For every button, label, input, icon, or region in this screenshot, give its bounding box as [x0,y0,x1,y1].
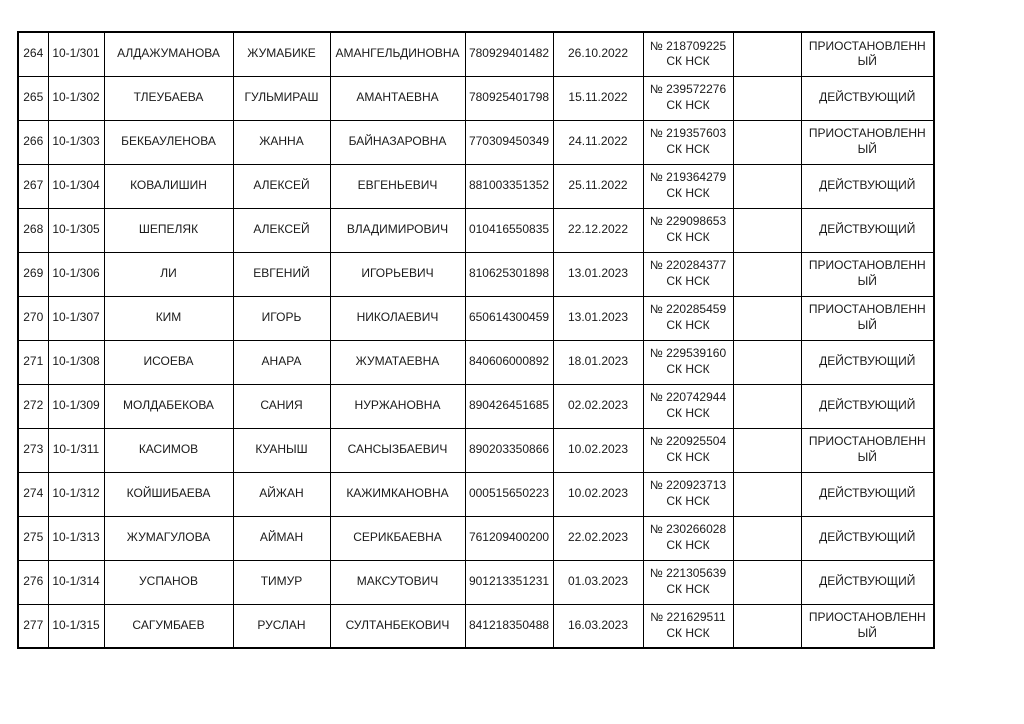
cell-row-number: 268 [18,208,48,252]
cell-certificate [643,384,733,428]
cell-row-number: 269 [18,252,48,296]
certificate-number: № 230266028 [649,522,727,537]
certificate-org: СК НСК [666,494,710,508]
cell-note [733,252,801,296]
cell-certificate [643,560,733,604]
cell-iin: 010416550835 [465,208,553,252]
cell-note [733,32,801,76]
cell-certificate [643,340,733,384]
certificate-org: СК НСК [666,54,710,69]
cell-note [733,340,801,384]
cell-status: ПРИОСТАНОВЛЕННЫЙ [801,120,934,164]
table-row [18,428,934,472]
cell-patronymic: СУЛТАНБЕКОВИЧ [330,604,465,648]
cell-iin: 841218350488 [465,604,553,648]
cell-patronymic: ВЛАДИМИРОВИЧ [330,208,465,252]
cell-row-number: 267 [18,164,48,208]
cell-registry-number: 10-1/304 [48,164,104,208]
cell-iin: 890203350866 [465,428,553,472]
cell-row-number: 270 [18,296,48,340]
cell-date: 24.11.2022 [553,120,643,164]
cell-note [733,560,801,604]
cell-surname: ЛИ [104,252,233,296]
cell-iin: 840606000892 [465,340,553,384]
cell-surname: КОЙШИБАЕВА [104,472,233,516]
cell-registry-number: 10-1/309 [48,384,104,428]
certificate-number: № 221305639 [649,566,727,581]
cell-note [733,208,801,252]
certificate-org: СК НСК [666,274,710,288]
cell-status: ПРИОСТАНОВЛЕННЫЙ [801,428,934,472]
registry-table [17,31,935,649]
certificate-org: СК НСК [666,98,710,112]
cell-iin: 000515650223 [465,472,553,516]
cell-registry-number: 10-1/306 [48,252,104,296]
cell-note [733,76,801,120]
cell-surname: ШЕПЕЛЯК [104,208,233,252]
cell-row-number: 276 [18,560,48,604]
cell-iin: 890426451685 [465,384,553,428]
certificate-number: № 229098653 [649,214,727,229]
cell-patronymic: ЕВГЕНЬЕВИЧ [330,164,465,208]
cell-note [733,120,801,164]
cell-surname: АЛДАЖУМАНОВА [104,32,233,76]
cell-registry-number: 10-1/302 [48,76,104,120]
cell-iin: 780925401798 [465,76,553,120]
cell-first-name: ТИМУР [233,560,330,604]
cell-iin: 780929401482 [465,32,553,76]
cell-iin: 761209400200 [465,516,553,560]
cell-date: 16.03.2023 [553,604,643,648]
cell-date: 01.03.2023 [553,560,643,604]
certificate-number: № 221629511 [650,610,726,625]
cell-first-name: АЙМАН [233,516,330,560]
cell-certificate [643,252,733,296]
cell-date: 15.11.2022 [553,76,643,120]
cell-certificate [643,76,733,120]
certificate-org: СК НСК [666,362,710,376]
cell-registry-number: 10-1/307 [48,296,104,340]
cell-certificate [643,164,733,208]
cell-row-number: 272 [18,384,48,428]
certificate-number: № 220285459 [649,302,727,317]
cell-registry-number: 10-1/301 [48,32,104,76]
certificate-org: СК НСК [666,318,710,332]
cell-iin: 810625301898 [465,252,553,296]
cell-surname: БЕКБАУЛЕНОВА [104,120,233,164]
cell-note [733,604,801,648]
certificate-org: СК НСК [666,142,710,156]
table-row [18,384,934,428]
table-row [18,560,934,604]
certificate-number: № 220923713 [649,478,727,493]
cell-note [733,428,801,472]
cell-first-name: ИГОРЬ [233,296,330,340]
cell-patronymic: КАЖИМКАНОВНА [330,472,465,516]
cell-row-number: 271 [18,340,48,384]
cell-certificate [643,208,733,252]
cell-registry-number: 10-1/315 [48,604,104,648]
cell-status: ДЕЙСТВУЮЩИЙ [801,76,934,120]
cell-date: 22.12.2022 [553,208,643,252]
cell-status: ПРИОСТАНОВЛЕННЫЙ [801,32,934,76]
cell-first-name: РУСЛАН [233,604,330,648]
cell-note [733,472,801,516]
cell-date: 22.02.2023 [553,516,643,560]
cell-certificate [643,428,733,472]
cell-registry-number: 10-1/314 [48,560,104,604]
cell-note [733,296,801,340]
cell-registry-number: 10-1/305 [48,208,104,252]
cell-first-name: АЛЕКСЕЙ [233,208,330,252]
cell-patronymic: БАЙНАЗАРОВНА [330,120,465,164]
certificate-org: СК НСК [666,406,710,420]
cell-registry-number: 10-1/308 [48,340,104,384]
cell-row-number: 275 [18,516,48,560]
certificate-org: СК НСК [666,186,710,200]
certificate-number: № 220742944 [649,390,727,405]
cell-registry-number: 10-1/313 [48,516,104,560]
certificate-number: № 229539160 [649,346,727,361]
certificate-number: № 219357603 [649,126,727,141]
cell-first-name: АНАРА [233,340,330,384]
table-row [18,252,934,296]
cell-surname: ИСОЕВА [104,340,233,384]
cell-date: 02.02.2023 [553,384,643,428]
table-row [18,296,934,340]
cell-certificate [643,472,733,516]
table-row [18,516,934,560]
cell-row-number: 274 [18,472,48,516]
certificate-number: № 219364279 [649,170,727,185]
cell-row-number: 264 [18,32,48,76]
cell-registry-number: 10-1/312 [48,472,104,516]
cell-patronymic: ЖУМАТАЕВНА [330,340,465,384]
cell-surname: ТЛЕУБАЕВА [104,76,233,120]
cell-certificate [643,516,733,560]
table-row [18,604,934,648]
cell-status: ПРИОСТАНОВЛЕННЫЙ [801,296,934,340]
cell-surname: КОВАЛИШИН [104,164,233,208]
cell-certificate [643,32,733,76]
cell-surname: КИМ [104,296,233,340]
cell-note [733,164,801,208]
cell-first-name: ЖАННА [233,120,330,164]
cell-registry-number: 10-1/303 [48,120,104,164]
table-row [18,472,934,516]
cell-surname: ЖУМАГУЛОВА [104,516,233,560]
certificate-number: № 220925504 [649,434,727,449]
certificate-number: № 220284377 [649,258,727,273]
cell-patronymic: НУРЖАНОВНА [330,384,465,428]
cell-iin: 650614300459 [465,296,553,340]
cell-date: 10.02.2023 [553,428,643,472]
table-row [18,76,934,120]
cell-row-number: 277 [18,604,48,648]
cell-date: 13.01.2023 [553,296,643,340]
cell-note [733,516,801,560]
cell-row-number: 273 [18,428,48,472]
cell-status: ПРИОСТАНОВЛЕННЫЙ [801,604,934,648]
cell-row-number: 266 [18,120,48,164]
cell-first-name: ЕВГЕНИЙ [233,252,330,296]
cell-surname: МОЛДАБЕКОВА [104,384,233,428]
table-row [18,120,934,164]
cell-patronymic: САНСЫЗБАЕВИЧ [330,428,465,472]
cell-note [733,384,801,428]
cell-date: 10.02.2023 [553,472,643,516]
cell-patronymic: НИКОЛАЕВИЧ [330,296,465,340]
cell-iin: 881003351352 [465,164,553,208]
certificate-number: № 218709225 [649,38,727,53]
cell-first-name: КУАНЫШ [233,428,330,472]
cell-registry-number: 10-1/311 [48,428,104,472]
cell-date: 13.01.2023 [553,252,643,296]
cell-certificate [643,604,733,648]
cell-first-name: АЙЖАН [233,472,330,516]
cell-first-name: ГУЛЬМИРАШ [233,76,330,120]
cell-status: ПРИОСТАНОВЛЕННЫЙ [801,252,934,296]
cell-date: 18.01.2023 [553,340,643,384]
cell-patronymic: АМАНГЕЛЬДИНОВНА [330,32,465,76]
cell-date: 25.11.2022 [553,164,643,208]
cell-row-number: 265 [18,76,48,120]
cell-first-name: САНИЯ [233,384,330,428]
cell-iin: 770309450349 [465,120,553,164]
table-row [18,208,934,252]
cell-status: ДЕЙСТВУЮЩИЙ [801,164,934,208]
cell-date: 26.10.2022 [553,32,643,76]
cell-surname: КАСИМОВ [104,428,233,472]
table-row [18,340,934,384]
certificate-org: СК НСК [666,230,710,244]
cell-first-name: ЖУМАБИКЕ [233,32,330,76]
table-body [18,32,934,648]
certificate-number: № 239572276 [649,82,727,97]
cell-patronymic: ИГОРЬЕВИЧ [330,252,465,296]
certificate-org: СК НСК [666,625,710,640]
cell-certificate [643,120,733,164]
table-row [18,164,934,208]
certificate-org: СК НСК [666,450,710,464]
cell-patronymic: МАКСУТОВИЧ [330,560,465,604]
cell-status: ДЕЙСТВУЮЩИЙ [801,208,934,252]
cell-status: ДЕЙСТВУЮЩИЙ [801,516,934,560]
cell-status: ДЕЙСТВУЮЩИЙ [801,384,934,428]
cell-surname: САГУМБАЕВ [104,604,233,648]
cell-patronymic: АМАНТАЕВНА [330,76,465,120]
cell-certificate [643,296,733,340]
cell-first-name: АЛЕКСЕЙ [233,164,330,208]
cell-patronymic: СЕРИКБАЕВНА [330,516,465,560]
cell-status: ДЕЙСТВУЮЩИЙ [801,560,934,604]
cell-status: ДЕЙСТВУЮЩИЙ [801,472,934,516]
certificate-org: СК НСК [666,582,710,596]
cell-surname: УСПАНОВ [104,560,233,604]
cell-iin: 901213351231 [465,560,553,604]
cell-status: ДЕЙСТВУЮЩИЙ [801,340,934,384]
certificate-org: СК НСК [666,538,710,552]
table-row [18,32,934,76]
